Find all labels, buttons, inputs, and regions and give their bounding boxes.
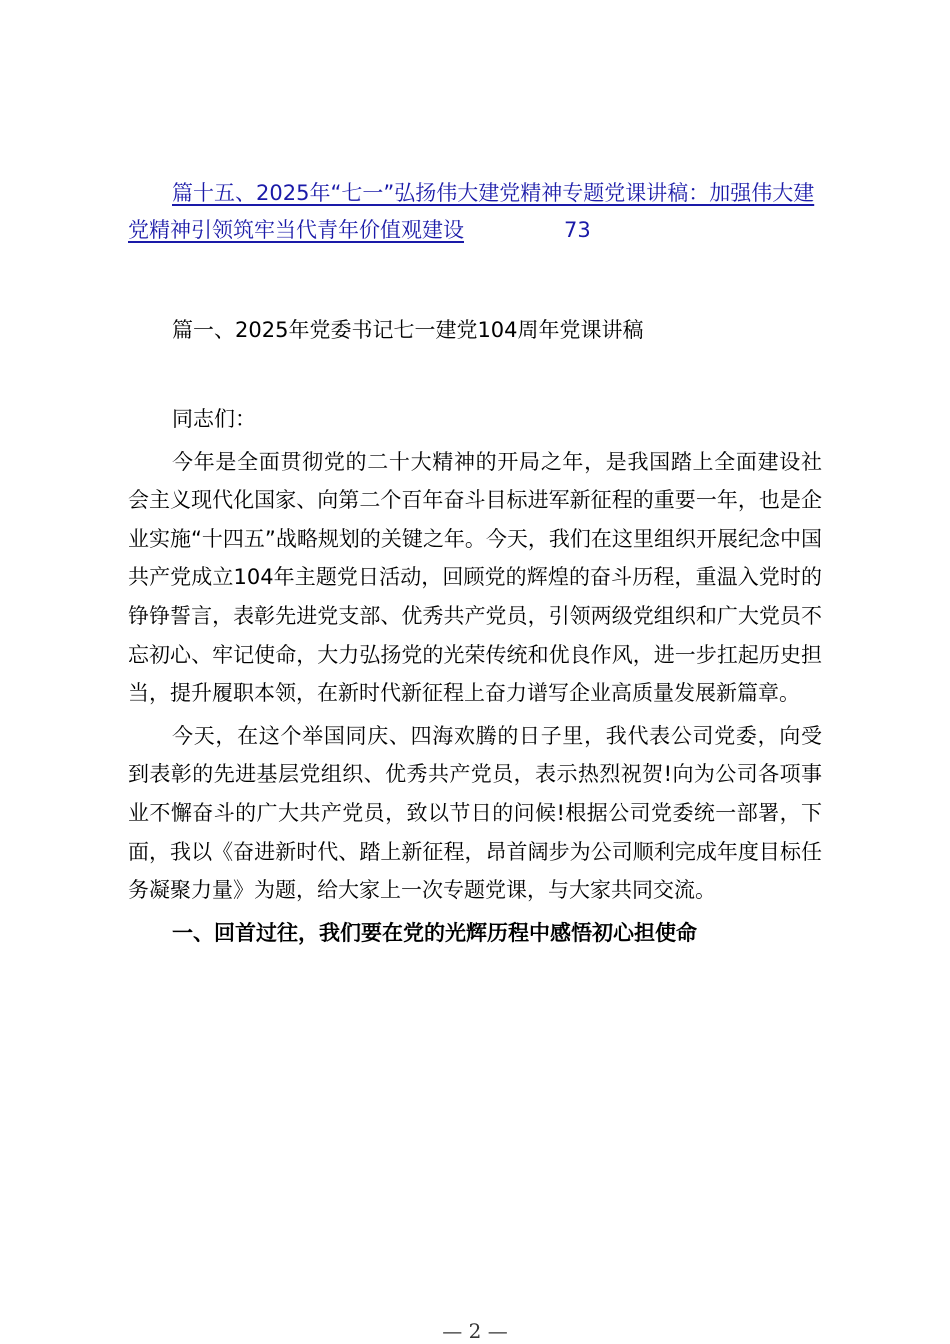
article-body bbox=[128, 400, 822, 956]
toc-entry-link[interactable] bbox=[128, 175, 818, 249]
toc-entry-text: 篇十五、2025年“七一”弘扬伟大建党精神专题党课讲稿：加强伟大建党精神引领筑牢当代青年价值观建设 bbox=[128, 181, 815, 242]
greeting: 同志们： bbox=[172, 407, 256, 431]
toc-entry-page-number: 73 bbox=[564, 218, 591, 242]
body-paragraph-2: 今天，在这个举国同庆、四海欢腾的日子里，我代表公司党委，向受到表彰的先进基层党组织、优秀共产党员，表示热烈祝贺!向为公司各项事业不懈奋斗的广大共产党员，致以节日的问候!根据公司党委统一部署，下面，我以《奋进新时代、踏上新征程，昂首阔步为公司顺利完成年度目标任务凝聚力量》为题，给大家上一次专题党课，与大家共同交流。 bbox=[128, 723, 822, 903]
section-heading: 一、回首过往，我们要在党的光辉历程中感悟初心担使命 bbox=[172, 920, 697, 945]
article-title: 篇一、2025年党委书记七一建党104周年党课讲稿 bbox=[172, 318, 644, 342]
page-number-footer: — 2 — bbox=[442, 1319, 508, 1343]
body-paragraph-1: 今年是全面贯彻党的二十大精神的开局之年，是我国踏上全面建设社会主义现代化国家、向第二个百年奋斗目标进军新征程的重要一年，也是企业实施“十四五”战略规划的关键之年。今天，我们在这里组织开展纪念中国共产党成立104年主题党日活动，回顾党的辉煌的奋斗历程，重温入党时的铮铮誓言，表彰先进党支部、优秀共产党员，引领两级党组织和广大党员不忘初心、牢记使命，大力弘扬党的光荣传统和优良作风，进一步扛起历史担当，提升履职本领，在新时代新征程上奋力谱写企业高质量发展新篇章。 bbox=[128, 449, 822, 706]
